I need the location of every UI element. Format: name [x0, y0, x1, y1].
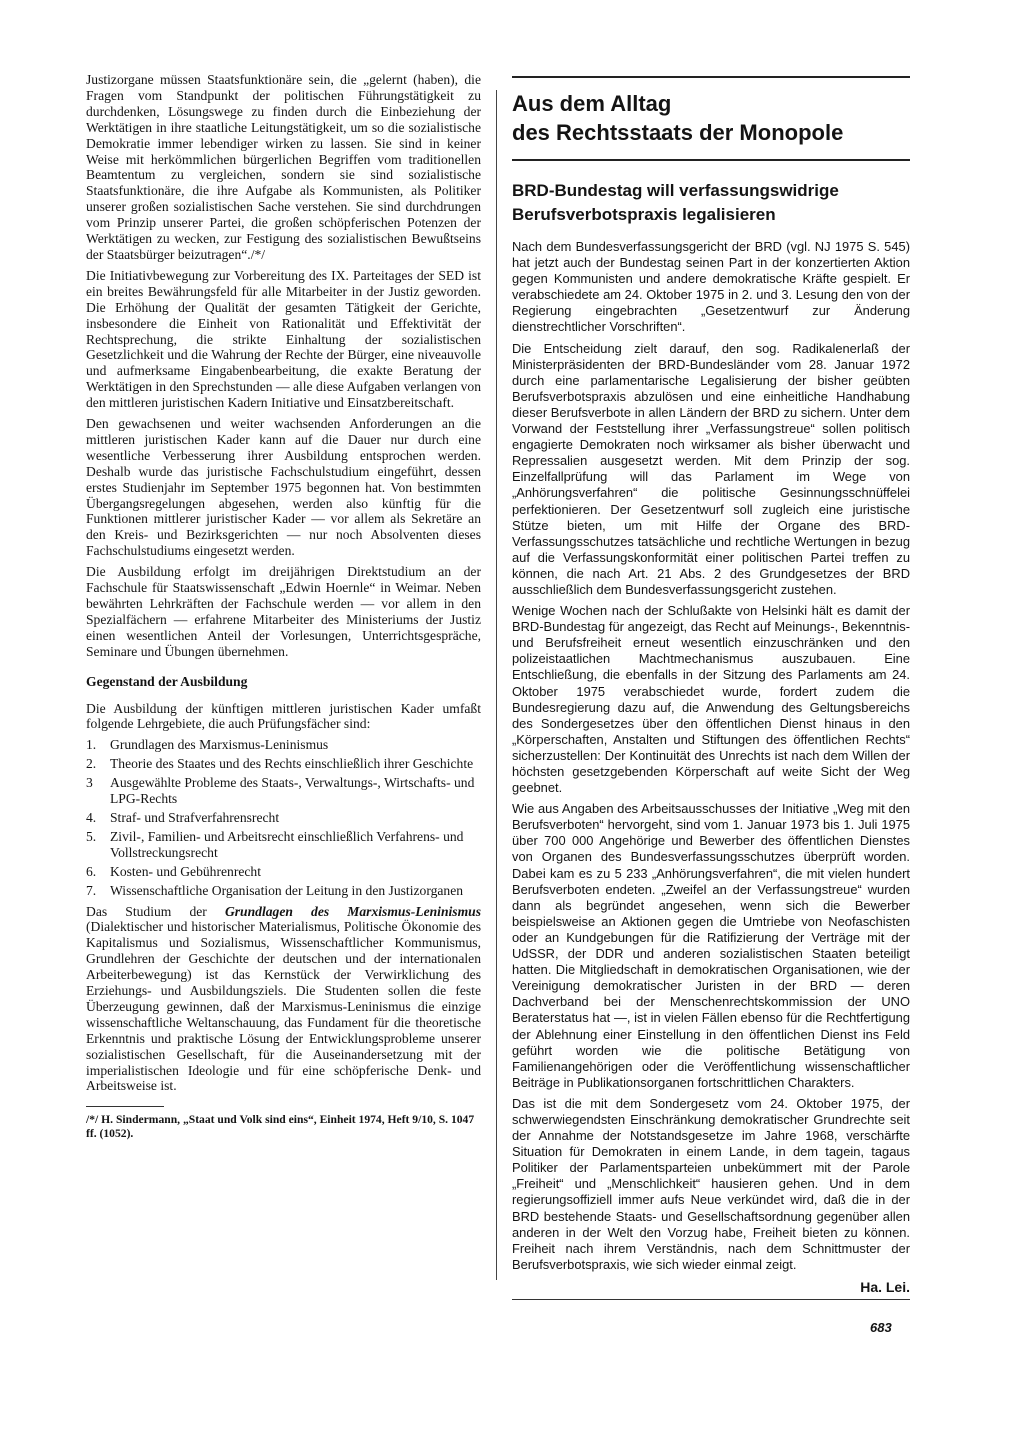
- list-item-text: Grundlagen des Marxismus-Leninismus: [110, 737, 329, 753]
- subheading-ausbildung: Gegenstand der Ausbildung: [86, 673, 248, 689]
- right-paragraph-4: Wie aus Angaben des Arbeitsausschusses der Initiative „Weg mit den Berufsverboten“ hervorgeht, sind vom 1. Januar 1973 bis 1. Juli 1975 über 700 000 Angehörige und Bewerber des öffentlichen Dienstes von Organen des Bundesverfassungsschutzes überprüft worden. Dabei kam es zu 5 233 „Anhörungsverfahren“, die mit vielen hundert Berufsverboten endeten. „Zweifel an der Verfassungstreue“ wurden dann als begründet angesehen, wenn sich die Bewerber beispielsweise an Aktionen gegen die Umtriebe von Neofaschisten oder an Kundgebungen für die Ratifizierung der Verträge mit der UdSSR, der DDR und anderen sozialistischen Staaten beteiligt hatten. Die Mitgliedschaft in demokratischen Organisationen, wie der Vereinigung demokratischer Juristen in der BRD — deren Dachverband bei der Menschenrechtskommission der UNO Beraterstatus hat —, ist in vielen Fällen ebenso für die Rechtfertigung der Ablehnung einer Einstellung in den öffentlichen Dienst ins Feld geführt worden wie die politische Betätigung von Familienangehörigen oder die Veröffentlichung wissenschaftlicher Beiträge in Publikationsorganen fortschrittlichen Charakters.: [512, 801, 910, 1090]
- list-item: [86, 883, 481, 899]
- closing-rest: (Dialektischer und historischer Materialismus, Politische Ökonomie des Kapitalismus und Sozialismus, Wissenschaftlicher Kommunismus, Grundlehren der Geschichte der deutschen und der internationalen Arbeiterbewegung) ist das Kernstück der Verwirklichung des Erziehungs- und Ausbildungsziels. Die Studenten sollen die feste Überzeugung gewinnen, daß der Marxismus-Leninismus die einzige wissenschaftliche Weltanschauung, das Fundament für die theoretische Erkenntnis und praktische Lösung der Entwicklungsprobleme unserer sozialistischen Gesellschaft, für die Auseinandersetzung mit der imperialistischen Ideologie und für eine schöpferische Denk- und Arbeitsweise ist.: [86, 919, 481, 1094]
- section-bottom-rule: [512, 159, 910, 161]
- list-item-text: Zivil-, Familien- und Arbeitsrecht einschließlich Verfahrens- und Vollstreckungsrecht: [110, 828, 464, 860]
- list-item: [86, 756, 481, 772]
- article-title: [512, 179, 910, 227]
- list-item-number: 3: [86, 775, 93, 791]
- list-item: [86, 775, 481, 807]
- list-item-text: Kosten- und Gebührenrecht: [110, 863, 261, 879]
- list-item: [86, 829, 481, 861]
- footnote: /*/ H. Sindermann, „Staat und Volk sind eins“, Einheit 1974, Heft 9/10, S. 1047 ff. (1052).: [86, 1113, 475, 1141]
- article-title-line: BRD-Bundestag will verfassungswidrige: [512, 181, 839, 200]
- page-number: 683: [870, 1320, 892, 1335]
- section-top-rule: [512, 76, 910, 78]
- author-signature: Ha. Lei.: [860, 1278, 910, 1295]
- list-item: [86, 737, 481, 753]
- left-column: [86, 72, 481, 1141]
- section-title-line: des Rechtsstaats der Monopole: [512, 120, 844, 145]
- subjects-list: [86, 737, 481, 898]
- left-paragraph-1: Justizorgane müssen Staatsfunktionäre sein, die „gelernt (haben), die Fragen vom Standpunkt der politischen Führungstätigkeit zu durchdenken, Lösungswege zu finden durch die Einbeziehung der Werktätigen in ihre staatliche Leitungstätigkeit, um so die sozialistische Demokratie immer lebendiger wirken zu lassen. Sie sind in keiner Weise mit herkömmlichen bürgerlichen Begriffen vom traditionellen Beamtentum zu vergleichen, sondern sie sind sozialistische Staatsfunktionäre, die ihre Aufgabe als Kommunisten, als Politiker unserer großen sozialistischen Sache verstehen. Sie sind durchdrungen vom Prinzip unserer Partei, die großen schöpferischen Potenzen der Werktätigen zu wecken, zur Festigung des sozialistischen Bewußtseins der Staatsbürger beizutragen“./*/: [86, 72, 481, 262]
- list-item: [86, 810, 481, 826]
- right-paragraph-2: Die Entscheidung zielt darauf, den sog. Radikalenerlaß der Ministerpräsidenten der BRD-Bundesländer vom 28. Januar 1972 durch eine parlamentarische Legalisierung der bisher geübten Berufsverbotspraxis abzulösen und eine einheitliche Handhabung dieser Berufsverbote in allen Ländern der BRD zu sichern. Unter dem Vorwand der Feststellung ihrer „Verfassungstreue“ sollen politisch engagierte Demokraten noch wirksamer als bisher überwacht und Repressalien ausgesetzt werden. Mit dem Prinzip der sog. Einzelfallprüfung will das Parlament im Wege von „Anhörungsverfahren“ die politische Gesinnungsschnüffelei perfektionieren. Der Gesetzentwurf soll zugleich eine juristische Stütze bieten, um mit Hilfe der Organe des BRD-Verfassungsschutzes tatsächliche und rechtliche Wertungen in bezug auf die Verfassungskonformität einer politischen Partei treffen zu können, die nach Art. 21 Abs. 2 des Grundgesetzes der BRD ausschließlich dem Bundesverfassungsgericht zustehen.: [512, 340, 910, 597]
- list-item-number: 1.: [86, 737, 97, 753]
- right-paragraph-1: Nach dem Bundesverfassungsgericht der BRD (vgl. NJ 1975 S. 545) hat jetzt auch der Bundestag seinen Part in der konzertierten Aktion gegen Kommunisten und andere demokratische Kräfte gespielt. Er verabschiedete am 24. Oktober 1975 in 2. und 3. Lesung den von der Regierung eingebrachten „Gesetzentwurf zur Änderung dienstrechtlicher Vorschriften“.: [512, 239, 910, 335]
- list-item-number: 5.: [86, 828, 97, 844]
- list-item-number: 6.: [86, 863, 97, 879]
- right-paragraph-5: Das ist die mit dem Sondergesetz vom 24. Oktober 1975, der schwerwiegendsten Einschränkung demokratischer Grundrechte seit der Annahme der Notstandsgesetze im Jahre 1968, verschärfte Situation für Demokraten in einem Lande, in dem tagein, tagaus Politiker der Parlamentsparteien unbekümmert mit der Parole „Freiheit“ und „Menschlichkeit“ hausieren gehen. Und in dem regierungsoffiziell immer aufs Neue verkündet wird, daß die in der BRD bestehende Staats- und Gesellschaftsordnung gegenüber allen anderen in der Welt den Vorzug habe, Freiheit bieten zu können. Freiheit nach ihrem Verständnis, nach dem Schnittmuster der Berufsverbotspraxis, wie sich wieder einmal zeigt.: [512, 1095, 910, 1272]
- list-item: [86, 864, 481, 880]
- list-item-text: Theorie des Staates und des Rechts einschließlich ihrer Geschichte: [110, 756, 474, 772]
- article-end-rule: [512, 1299, 910, 1300]
- list-item-text: Straf- und Strafverfahrensrecht: [110, 809, 280, 825]
- article-title-line: Berufsverbotspraxis legalisieren: [512, 205, 776, 224]
- left-paragraph-3: Den gewachsenen und weiter wachsenden Anforderungen an die mittleren juristischen Kader kann auf die Dauer nur durch eine wesentliche Verbesserung ihrer Ausbildung entsprochen werden. Deshalb wurde das juristische Fachschulstudium eingeführt, dessen erstes Studienjahr im September 1975 begonnen hat. Von bestimmten Übergangsregelungen abgesehen, werden also künftig für die Funktionen mittlerer juristischer Kader — vor allem als Sekretäre an den Kreis- und Bezirksgerichten — nur noch Absolventen dieses Fachschulstudiums eingesetzt werden.: [86, 416, 481, 559]
- left-paragraph-4: Die Ausbildung erfolgt im dreijährigen Direktstudium an der Fachschule für Staatswissenschaft „Edwin Hoernle“ in Weimar. Neben bewährten Lehrkräften der Fachschule werden — vor allem in den Spezialfächern — erfahrene Mitarbeiter des Ministeriums der Justiz einen wesentlichen Anteil der Vorlesungen, Unterrichtsgespräche, Seminare und Übungen übernehmen.: [86, 564, 481, 659]
- list-item-number: 4.: [86, 809, 97, 825]
- section-title-line: Aus dem Alltag: [512, 91, 672, 116]
- list-item-number: 7.: [86, 882, 97, 898]
- closing-paragraph: [86, 904, 481, 1095]
- right-column: [512, 76, 910, 1300]
- section-title: [512, 89, 910, 147]
- footnote-divider: [86, 1106, 164, 1107]
- column-divider: [496, 90, 497, 1280]
- right-paragraph-3: Wenige Wochen nach der Schlußakte von Helsinki hält es damit der BRD-Bundestag für angezeigt, das Recht auf Meinungs-, Bekenntnis- und Berufsfreiheit erneut wesentlich einzuschränken und den polizeistaatlichen Machtmechanismus auszubauen. Eine Entschließung, die ebenfalls in der Sitzung des Parlaments am 24. Oktober 1975 verabschiedet wurde, fordert zudem die Bundesregierung dazu auf, die Anwendung des Geltungsbereichs des Sondergesetzes über den öffentlichen Dienst hinaus in den „Körperschaften, Anstalten und Stiftungen des öffentlichen Rechts“ sicherzustellen: Der Kontinuität des Unrechts ist nach dem Willen der höchsten gesetzgebenden Körperschaft auf weite Sicht der Weg geebnet.: [512, 603, 910, 796]
- list-item-text: Wissenschaftliche Organisation der Leitung in den Justizorganen: [110, 882, 464, 898]
- list-item-text: Ausgewählte Probleme des Staats-, Verwaltungs-, Wirtschafts- und LPG-Rechts: [110, 775, 475, 807]
- list-item-number: 2.: [86, 756, 97, 772]
- closing-lead: Das Studium der: [86, 903, 225, 919]
- closing-emphasis: Grundlagen des Marxismus-Leninismus: [224, 903, 481, 919]
- subjects-intro: Die Ausbildung der künftigen mittleren juristischen Kader umfaßt folgende Lehrgebiete, die auch Prüfungsfächer sind:: [86, 700, 481, 732]
- left-paragraph-2: Die Initiativbewegung zur Vorbereitung des IX. Parteitages der SED ist ein breites Bewährungsfeld für alle Mitarbeiter in der Justiz geworden. Die Erhöhung der Qualität der gesamten Tätigkeit der Gerichte, insbesondere die Einheit von Rationalität und Effektivität der Rechtsprechung, die strikte Einhaltung der sozialistischen Gesetzlichkeit und die Wahrung der Rechte der Bürger, eine niveauvolle und aufmerksame Eingabenbearbeitung, die exakte Beratung der Werktätigen in den Sprechstunden — alle diese Aufgaben verlangen von den mittleren juristischen Kadern Initiative und Einsatzbereitschaft.: [86, 267, 481, 411]
